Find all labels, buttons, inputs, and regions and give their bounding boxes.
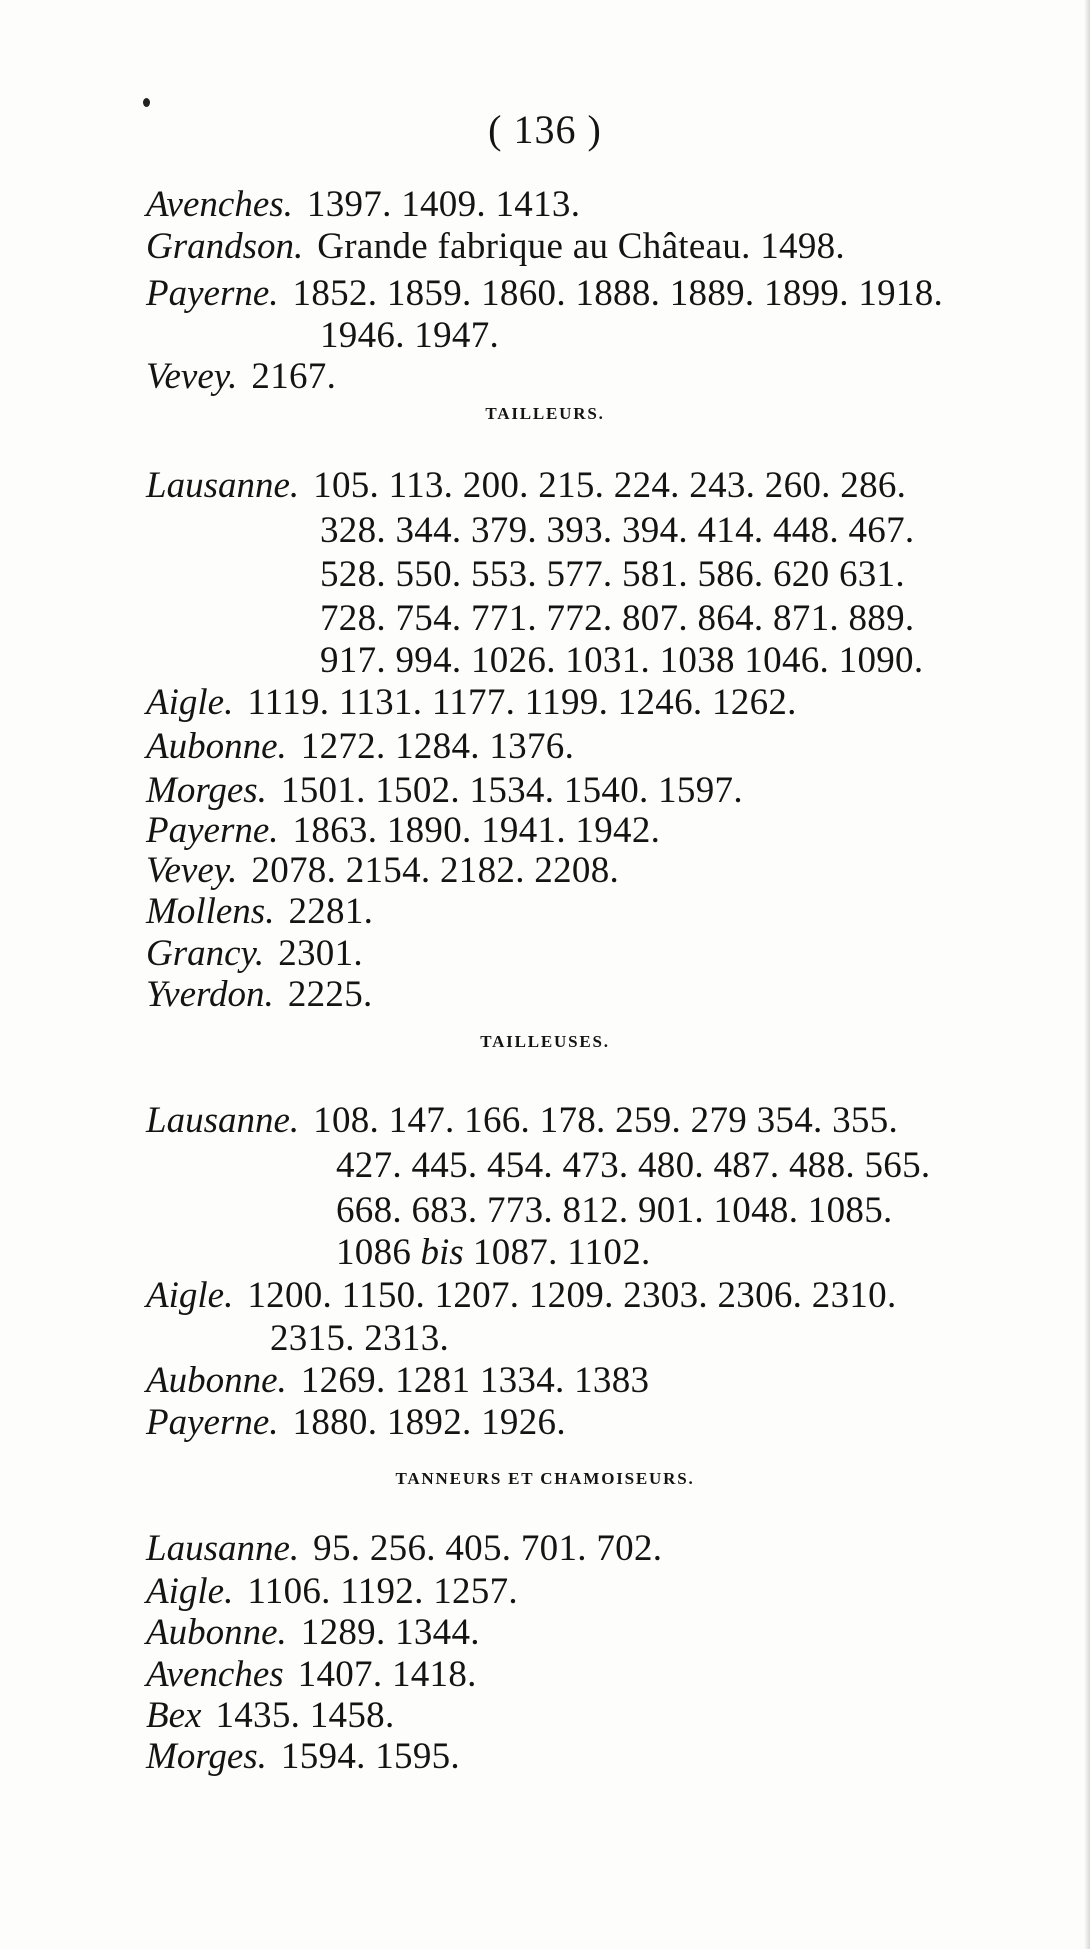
entry-numbers: Grande fabrique au Château. 1498. <box>317 226 845 267</box>
entry-line <box>146 1656 477 1693</box>
place-name: Grandson. <box>146 226 304 267</box>
entry-line <box>146 186 580 223</box>
entry-line <box>146 1362 649 1399</box>
entry-line <box>146 1404 566 1441</box>
section-heading-tanneurs: TANNEURS ET CHAMOISEURS. <box>395 1469 695 1488</box>
section-heading-tailleuses: TAILLEUSES. <box>480 1032 610 1051</box>
place-name: Morges. <box>146 770 267 811</box>
entry-numbers: 2301. <box>278 933 363 974</box>
entry-line <box>146 1614 480 1651</box>
entry-numbers: 728. 754. 771. 772. 807. 864. 871. 889. <box>320 598 915 639</box>
entry-line <box>146 1277 897 1314</box>
entry-numbers: 1880. 1892. 1926. <box>292 1402 566 1443</box>
entry-line <box>146 275 943 312</box>
place-name: Aubonne. <box>146 726 287 767</box>
place-name: Payerne. <box>146 273 279 314</box>
entry-numbers: 95. 256. 405. 701. 702. <box>313 1528 663 1569</box>
place-name: Lausanne. <box>146 465 300 506</box>
entry-numbers: 1200. 1150. 1207. 1209. 2303. 2306. 2310. <box>247 1275 897 1316</box>
entry-numbers: 1086 <box>336 1232 412 1273</box>
entry-numbers: 108. 147. 166. 178. 259. 279 354. 355. <box>313 1100 899 1141</box>
entry-numbers: 668. 683. 773. 812. 901. 1048. 1085. <box>336 1190 893 1231</box>
place-name: Aigle. <box>146 1275 234 1316</box>
entry-numbers: 1594. 1595. <box>280 1736 460 1777</box>
section-heading-tailleurs: TAILLEURS. <box>485 404 605 423</box>
entry-line <box>146 467 906 504</box>
entry-numbers: 1863. 1890. 1941. 1942. <box>292 810 661 851</box>
entry-numbers: 1946. 1947. <box>320 315 500 356</box>
entry-numbers: 2315. 2313. <box>270 1318 450 1359</box>
place-name: Yverdon. <box>146 974 274 1015</box>
entry-numbers: 2078. 2154. 2182. 2208. <box>251 850 620 891</box>
entry-numbers: 1289. 1344. <box>300 1612 480 1653</box>
place-name: Aubonne. <box>146 1360 287 1401</box>
entry-line <box>336 1192 893 1229</box>
entry-line <box>146 852 619 889</box>
entry-numbers: 1106. 1192. 1257. <box>247 1571 518 1612</box>
entry-numbers: 528. 550. 553. 577. 581. 586. 620 631. <box>320 554 905 595</box>
entry-line <box>320 642 923 679</box>
entry-line <box>320 600 914 637</box>
entry-line <box>146 772 743 809</box>
entry-numbers: 1397. 1409. 1413. <box>306 184 581 225</box>
entry-numbers: 1269. 1281 1334. 1383 <box>300 1360 650 1401</box>
entry-line <box>146 976 373 1013</box>
entry-line <box>336 1234 651 1271</box>
entry-line <box>146 728 574 765</box>
entry-numbers: 2281. <box>288 891 374 932</box>
entry-line <box>336 1147 930 1184</box>
place-name: Lausanne. <box>146 1528 300 1569</box>
entry-numbers: 2225. <box>287 974 373 1015</box>
entry-line <box>146 935 363 972</box>
place-name: Avenches. <box>146 184 293 225</box>
entry-line <box>320 317 499 354</box>
place-name: Morges. <box>146 1736 267 1777</box>
entry-numbers: 328. 344. 379. 393. 394. 414. 448. 467. <box>320 510 915 551</box>
bis-marker: bis <box>420 1232 464 1273</box>
entry-numbers: 1272. 1284. 1376. <box>300 726 575 767</box>
place-name: Payerne. <box>146 810 279 851</box>
entry-numbers: 1852. 1859. 1860. 1888. 1889. 1899. 1918. <box>292 273 944 314</box>
place-name: Aubonne. <box>146 1612 287 1653</box>
entry-line <box>146 1530 662 1567</box>
place-name: Payerne. <box>146 1402 279 1443</box>
entry-line <box>270 1320 449 1357</box>
entry-line <box>146 228 845 265</box>
place-name: Aigle. <box>146 682 234 723</box>
entry-numbers: 1501. 1502. 1534. 1540. 1597. <box>280 770 743 811</box>
entry-numbers: 917. 994. 1026. 1031. 1038 1046. 1090. <box>320 640 924 681</box>
entry-numbers: 1407. 1418. <box>297 1654 477 1695</box>
entry-line <box>146 1573 518 1610</box>
place-name: Vevey. <box>146 850 238 891</box>
entry-line <box>146 684 797 721</box>
entry-line <box>320 512 914 549</box>
place-name: Aigle. <box>146 1571 234 1612</box>
place-name: Vevey. <box>146 356 238 397</box>
place-name: Grancy. <box>146 933 265 974</box>
entry-line <box>146 1738 460 1775</box>
place-name: Avenches <box>146 1654 284 1695</box>
entry-numbers: 105. 113. 200. 215. 224. 243. 260. 286. <box>313 465 907 506</box>
page-edge-shadow <box>1084 0 1090 1949</box>
entry-numbers: 1119. 1131. 1177. 1199. 1246. 1262. <box>247 682 797 723</box>
entry-numbers: 1435. 1458. <box>215 1695 395 1736</box>
entry-numbers: 2167. <box>251 356 337 397</box>
entry-numbers: 427. 445. 454. 473. 480. 487. 488. 565. <box>336 1145 931 1186</box>
entry-line <box>146 358 336 395</box>
place-name: Bex <box>146 1695 202 1736</box>
entry-line <box>146 1697 395 1734</box>
entry-numbers: 1087. 1102. <box>472 1232 651 1273</box>
entry-line <box>320 556 905 593</box>
place-name: Mollens. <box>146 891 275 932</box>
place-name: Lausanne. <box>146 1100 300 1141</box>
entry-line <box>146 1102 898 1139</box>
page-number: ( 136 ) <box>488 107 602 152</box>
entry-line <box>146 812 660 849</box>
entry-line <box>146 893 373 930</box>
